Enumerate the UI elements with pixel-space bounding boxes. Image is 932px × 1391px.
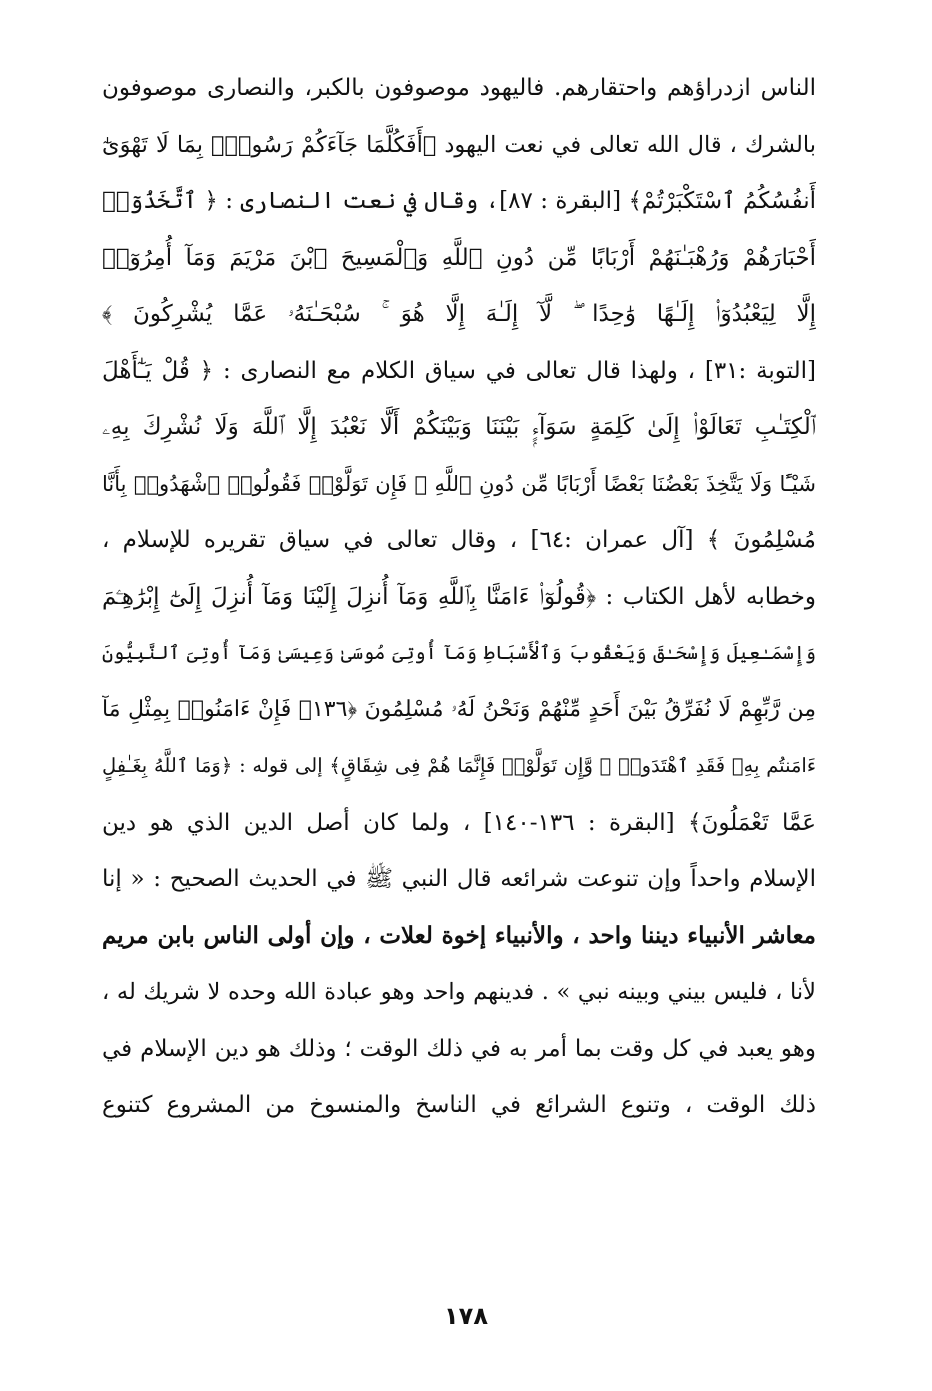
text-line-7: ٱلْكِتَـٰبِ تَعَالَوْا۟ إِلَىٰ كَلِمَةٍ سَوَآءٍۭ بَيْنَنَا وَبَيْنَكُمْ أَلَّا نَعْبُدَ إِلَّا ٱللَّهَ وَلَا نُشْرِكَ بِهِۦ [102,414,816,440]
text-line-15: الإسلام واحداً وإن تنوعت شرائعه قال النبي ﷺ في الحديث الصحيح : « إنا [102,866,816,892]
text-line-18: وهو يعبد في كل وقت بما أمر به في ذلك الوقت ؛ وذلك هو دين الإسلام في [102,1035,816,1062]
text-line-4: أَحْبَارَهُمْ وَرُهْبَـٰنَهُمْ أَرْبَابًا مِّن دُونِ ٱللَّهِ وَٱلْمَسِيحَ ٱبْنَ مَرْيَمَ وَمَآ أُمِرُوٓا۟ [102,244,816,271]
text-line-19: ذلك الوقت ، وتنوع الشرائع في الناسخ والمنسوخ من المشروع كتنوع [102,1092,816,1118]
page-number: ١٧٨ [444,1302,488,1330]
text-line-1: الناس ازدراؤهم واحتقارهم. فاليهود موصوفون بالكبر، والنصارى موصوفون [102,75,816,101]
text-line-14: عَمَّا تَعْمَلُونَ﴾ [البقرة : ١٣٦-١٤٠] ، ولما كان أصل الدين الذي هو دين [102,809,816,836]
text-line-10: وخطابه لأهل الكتاب : ﴿قُولُوٓا۟ ءَامَنَّا بِٱللَّهِ وَمَآ أُنزِلَ إِلَيْنَا وَمَآ أُنزِلَ إِلَىٰٓ إِبْرَٰهِـۧمَ [102,583,816,610]
text-line-9: مُسْلِمُونَ ﴾ [آل عمران :٦٤] ، وقال تعالى في سياق تقريره للإسلام ، [102,527,816,553]
text-line-12: مِن رَّبِّهِمْ لَا نُفَرِّقُ بَيْنَ أَحَدٍ مِّنْهُمْ وَنَحْنُ لَهُۥ مُسْلِمُونَ ﴿١٣٦﴾ فَإِنْ ءَامَنُوا۟ بِمِثْلِ مَآ [102,696,816,722]
text-line-13: ءَامَنتُم بِهِۦ فَقَدِ ٱهْتَدَوا۟ ۖ وَّإِن تَوَلَّوْا۟ فَإِنَّمَا هُمْ فِى شِقَاقٍ﴾ إلى قوله : ﴿وَمَا ٱللَّهُ بِغَـٰفِلٍ [102,754,816,777]
text-line-2: بالشرك ، قال الله تعالى في نعت اليهود ﴿أَفَكُلَّمَا جَآءَكُمْ رَسُولٌۢ بِمَا لَا تَهْوَىٰٓ [102,131,816,158]
text-line-3: أَنفُسُكُمُ ٱسْتَكْبَرْتُمْ﴾ [البقرة : ٨٧]، وقال في نعت النصارى : ﴿ ٱتَّخَذُوٓا۟ [102,188,816,214]
text-line-11: وَإِسْمَـٰعِيلَ وَإِسْحَـٰقَ وَيَعْقُوبَ وَٱلْأَسْبَاطِ وَمَآ أُوتِىَ مُوسَىٰ وَعِيسَىٰ وَمَآ أُوتِىَ ٱلنَّبِيُّونَ [102,642,816,664]
text-line-5: إِلَّا لِيَعْبُدُوٓا۟ إِلَـٰهًا وَٰحِدًا ۖ لَّآ إِلَـٰهَ إِلَّا هُوَ ۚ سُبْحَـٰنَهُۥ عَمَّا يُشْرِكُونَ ﴾ [102,301,816,327]
body-text [102,60,816,1134]
text-line-6: [التوبة :٣١] ، ولهذا قال تعالى في سياق الكلام مع النصارى : ﴿ قُلْ يَـٰٓأَهْلَ [102,357,816,384]
text-line-16: معاشر الأنبياء ديننا واحد ، والأنبياء إخوة لعلات ، وإن أولى الناس بابن مريم [102,921,816,949]
text-line-17: لأنا ، فليس بيني وبينه نبي » . فدينهم واحد وهو عبادة الله وحده لا شريك له ، [102,979,816,1005]
text-line-8: شَيْـًٔا وَلَا يَتَّخِذَ بَعْضُنَا بَعْضًا أَرْبَابًا مِّن دُونِ ٱللَّهِ ۚ فَإِن تَوَلَّوْا۟ فَقُولُوا۟ ٱشْهَدُوا۟ بِأَنَّا [102,471,816,496]
